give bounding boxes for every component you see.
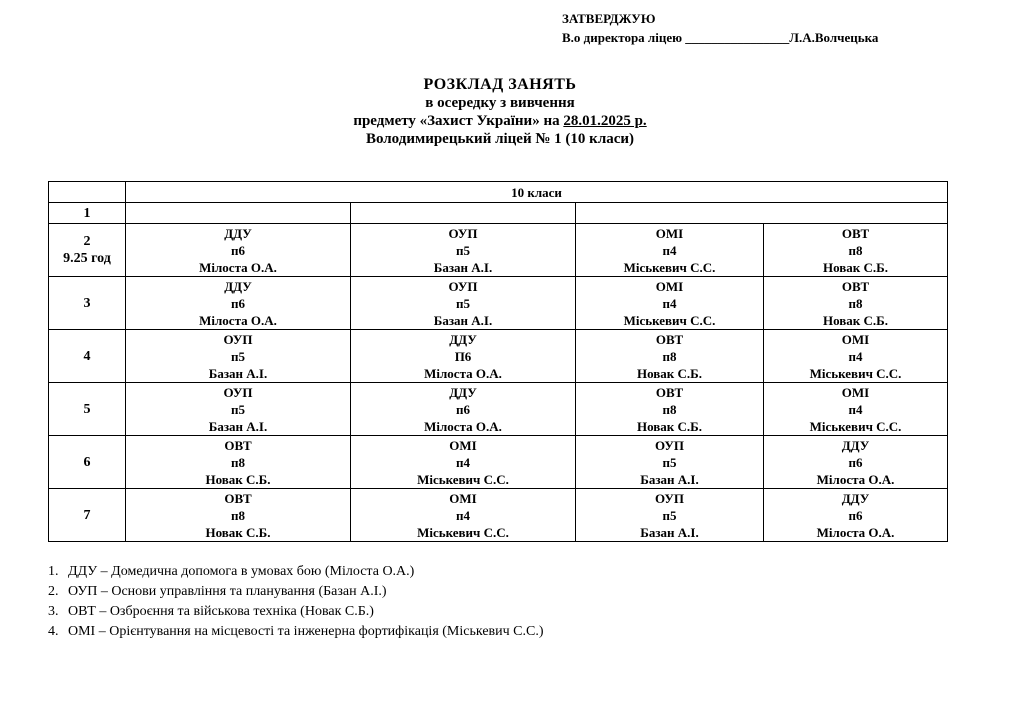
cell-room: п4 bbox=[848, 401, 863, 417]
cell-room: п4 bbox=[662, 295, 677, 311]
empty-cell bbox=[126, 203, 351, 224]
cell-subject: ДДУ bbox=[449, 384, 477, 400]
cell-room: п4 bbox=[662, 242, 677, 258]
cell-room: п6 bbox=[848, 454, 863, 470]
header-empty-cell bbox=[49, 182, 126, 203]
cell-teacher: Мілоста О.А. bbox=[199, 312, 277, 328]
cell-room: п5 bbox=[456, 295, 470, 311]
approval-signature-row bbox=[562, 28, 878, 47]
cell-room: п5 bbox=[662, 454, 677, 470]
table-row bbox=[49, 436, 948, 489]
cell-subject: ОУП bbox=[223, 331, 253, 347]
cell-subject: ОМІ bbox=[449, 437, 477, 453]
cell-teacher: Міськевич С.С. bbox=[809, 418, 902, 434]
cell-room: п5 bbox=[456, 242, 470, 258]
schedule-cell bbox=[126, 277, 351, 330]
abbreviation-legend bbox=[48, 562, 544, 642]
cell-teacher: Новак С.Б. bbox=[823, 259, 889, 275]
cell-room: п8 bbox=[662, 348, 677, 364]
cell-subject: ДДУ bbox=[841, 437, 870, 453]
schedule-cell bbox=[764, 277, 948, 330]
lesson-number-cell bbox=[49, 436, 126, 489]
cell-subject: ОУП bbox=[654, 437, 685, 453]
legend-text: ОУП – Основи управління та планування (Базан А.І.) bbox=[68, 584, 387, 599]
cell-subject: ОУП bbox=[448, 225, 478, 241]
schedule-cell bbox=[576, 330, 764, 383]
document-title bbox=[0, 76, 1000, 148]
table-row bbox=[49, 489, 948, 542]
table-row bbox=[49, 330, 948, 383]
cell-teacher: Мілоста О.А. bbox=[199, 259, 277, 275]
cell-room: п4 bbox=[456, 454, 470, 470]
approval-block bbox=[562, 9, 878, 47]
title-line-1: РОЗКЛАД ЗАНЯТЬ bbox=[423, 76, 577, 93]
cell-subject: ОВТ bbox=[655, 384, 684, 400]
table-row bbox=[49, 224, 948, 277]
cell-teacher: Базан А.І. bbox=[208, 365, 268, 381]
schedule-cell bbox=[764, 383, 948, 436]
approval-label: ЗАТВЕРДЖУЮ bbox=[562, 11, 656, 26]
cell-room: п6 bbox=[231, 242, 245, 258]
schedule-cell bbox=[576, 224, 764, 277]
cell-teacher: Базан А.І. bbox=[640, 471, 699, 487]
cell-teacher: Новак С.Б. bbox=[205, 471, 271, 487]
title-line-4: Володимирецький ліцей № 1 (10 класи) bbox=[365, 131, 635, 147]
signature-line: ________________ bbox=[685, 30, 790, 45]
class-header: 10 класи bbox=[126, 182, 948, 203]
cell-subject: ОУП bbox=[654, 490, 685, 506]
lesson-number: 7 bbox=[83, 507, 91, 523]
schedule-cell bbox=[351, 489, 576, 542]
table-row bbox=[49, 277, 948, 330]
cell-room: п8 bbox=[662, 401, 677, 417]
cell-room: п5 bbox=[231, 348, 245, 364]
cell-subject: ОВТ bbox=[224, 490, 252, 506]
cell-subject: ДДУ bbox=[841, 490, 870, 506]
cell-subject: ОВТ bbox=[841, 225, 870, 241]
schedule-cell bbox=[764, 224, 948, 277]
cell-subject: ДДУ bbox=[224, 278, 252, 294]
schedule-cell bbox=[126, 383, 351, 436]
cell-subject: ОМІ bbox=[449, 490, 477, 506]
cell-room: п6 bbox=[456, 401, 470, 417]
title-line-2: в осередку з вивчення bbox=[425, 95, 575, 111]
lesson-number-cell bbox=[49, 383, 126, 436]
schedule-cell bbox=[351, 436, 576, 489]
approval-name: Л.А.Волчецька bbox=[789, 30, 879, 45]
schedule-cell bbox=[576, 436, 764, 489]
lesson-number-cell bbox=[49, 277, 126, 330]
cell-subject: ОМІ bbox=[841, 331, 870, 347]
lesson-number-cell bbox=[49, 489, 126, 542]
cell-teacher: Базан А.І. bbox=[640, 524, 699, 540]
cell-teacher: Новак С.Б. bbox=[636, 418, 703, 434]
legend-item bbox=[48, 582, 544, 602]
legend-number: 3. bbox=[48, 604, 59, 619]
title-line-3 bbox=[0, 112, 1000, 130]
lesson-number-cell bbox=[49, 330, 126, 383]
legend-text: ОМІ – Орієнтування на місцевості та інженерна фортифікація (Міськевич С.С.) bbox=[68, 624, 544, 639]
cell-subject: ОВТ bbox=[655, 331, 684, 347]
cell-subject: ОМІ bbox=[655, 278, 684, 294]
lesson-number: 3 bbox=[83, 295, 91, 311]
schedule-cell bbox=[351, 383, 576, 436]
cell-room: п6 bbox=[231, 295, 245, 311]
lesson-number: 1 bbox=[49, 203, 126, 224]
schedule-cell bbox=[126, 489, 351, 542]
table-row bbox=[49, 203, 948, 224]
cell-room: п8 bbox=[848, 295, 863, 311]
legend-text: ОВТ – Озброєння та військова техніка (Новак С.Б.) bbox=[68, 604, 374, 619]
lesson-number: 6 bbox=[83, 454, 91, 470]
cell-room: п5 bbox=[231, 401, 245, 417]
schedule-cell bbox=[126, 330, 351, 383]
legend-item bbox=[48, 602, 544, 622]
schedule-cell bbox=[764, 436, 948, 489]
cell-subject: ОВТ bbox=[841, 278, 870, 294]
schedule-table bbox=[48, 181, 948, 542]
cell-subject: ОУП bbox=[223, 384, 253, 400]
cell-subject: ОВТ bbox=[224, 437, 252, 453]
cell-teacher: Новак С.Б. bbox=[636, 365, 703, 381]
schedule-cell bbox=[764, 330, 948, 383]
lesson-number: 2 bbox=[83, 234, 91, 249]
schedule-date: 28.01.2025 р. bbox=[563, 113, 647, 129]
cell-subject: ОМІ bbox=[841, 384, 870, 400]
cell-room: п8 bbox=[848, 242, 863, 258]
schedule-cell bbox=[576, 489, 764, 542]
cell-subject: ОУП bbox=[448, 278, 478, 294]
cell-teacher: Мілоста О.А. bbox=[816, 471, 895, 487]
schedule-cell bbox=[351, 277, 576, 330]
cell-room: п6 bbox=[848, 507, 863, 523]
cell-room: п4 bbox=[456, 507, 470, 523]
legend-item bbox=[48, 562, 544, 582]
schedule-cell bbox=[576, 277, 764, 330]
cell-teacher: Міськевич С.С. bbox=[809, 365, 902, 381]
table-row bbox=[49, 383, 948, 436]
empty-cell bbox=[576, 203, 948, 224]
schedule-cell bbox=[576, 383, 764, 436]
schedule-cell bbox=[126, 224, 351, 277]
cell-room: п8 bbox=[231, 454, 245, 470]
legend-item bbox=[48, 622, 544, 642]
legend-number: 4. bbox=[48, 624, 59, 639]
schedule-cell bbox=[764, 489, 948, 542]
cell-teacher: Міськевич С.С. bbox=[417, 471, 509, 487]
cell-teacher: Базан А.І. bbox=[433, 312, 493, 328]
cell-room: П6 bbox=[454, 348, 472, 364]
lesson-number: 5 bbox=[83, 401, 91, 417]
cell-room: п4 bbox=[848, 348, 863, 364]
approval-position: В.о директора ліцею bbox=[562, 30, 683, 45]
cell-teacher: Новак С.Б. bbox=[205, 524, 271, 540]
legend-text: ДДУ – Домедична допомога в умовах бою (Мілоста О.А.) bbox=[68, 564, 415, 579]
schedule-cell bbox=[351, 224, 576, 277]
cell-teacher: Мілоста О.А. bbox=[816, 524, 895, 540]
cell-subject: ДДУ bbox=[224, 225, 252, 241]
lesson-number: 4 bbox=[83, 348, 91, 364]
cell-teacher: Мілоста О.А. bbox=[424, 418, 502, 434]
schedule-cell bbox=[351, 330, 576, 383]
title-line-3-prefix: предмету «Захист України» на bbox=[353, 113, 564, 129]
lesson-time: 9.25 год bbox=[63, 251, 111, 266]
schedule-cell bbox=[126, 436, 351, 489]
cell-subject: ДДУ bbox=[449, 331, 477, 347]
cell-room: п5 bbox=[662, 507, 677, 523]
cell-teacher: Мілоста О.А. bbox=[424, 365, 502, 381]
table-header-row bbox=[49, 182, 948, 203]
cell-teacher: Міськевич С.С. bbox=[623, 312, 716, 328]
cell-teacher: Міськевич С.С. bbox=[623, 259, 716, 275]
lesson-number-cell bbox=[49, 224, 126, 277]
cell-teacher: Базан А.І. bbox=[433, 259, 493, 275]
cell-room: п8 bbox=[231, 507, 245, 523]
legend-number: 1. bbox=[48, 564, 59, 579]
cell-teacher: Міськевич С.С. bbox=[417, 524, 509, 540]
empty-cell bbox=[351, 203, 576, 224]
cell-subject: ОМІ bbox=[655, 225, 684, 241]
cell-teacher: Новак С.Б. bbox=[823, 312, 889, 328]
legend-number: 2. bbox=[48, 584, 59, 599]
cell-teacher: Базан А.І. bbox=[208, 418, 268, 434]
